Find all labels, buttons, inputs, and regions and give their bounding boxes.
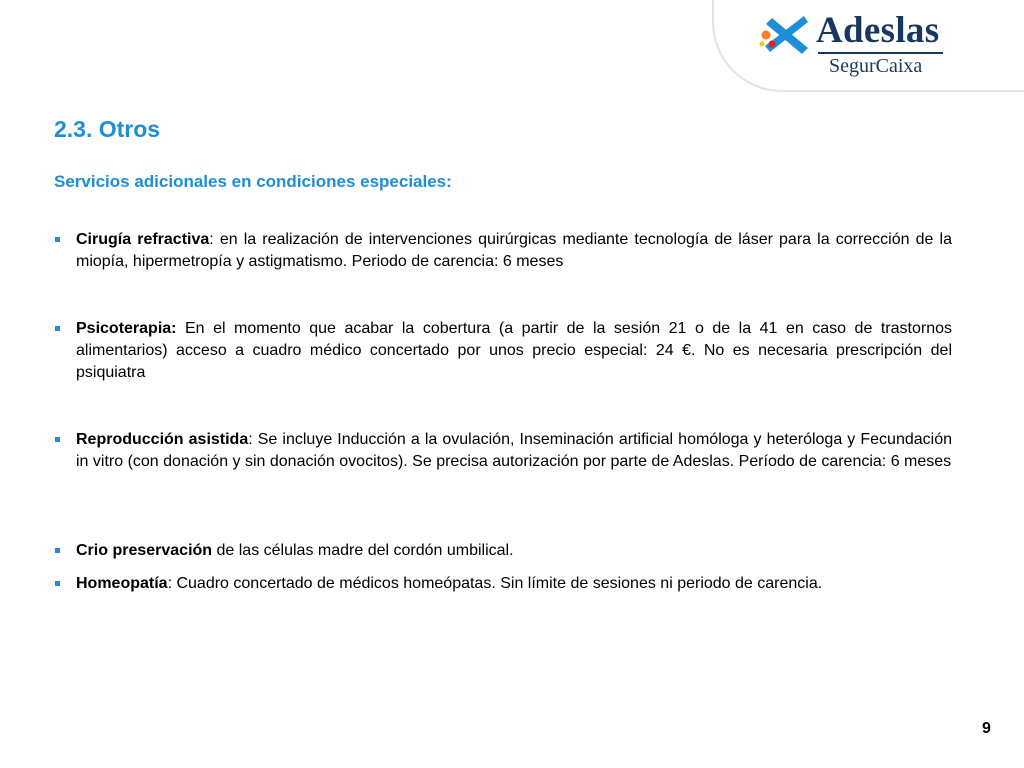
list-item-homeopatia bbox=[55, 573, 952, 595]
item-description: : Cuadro concertado de médicos homeópatas. Sin límite de sesiones ni periodo de carencia. bbox=[167, 575, 823, 592]
list-item-psicoterapia bbox=[55, 318, 952, 384]
item-text bbox=[76, 429, 952, 473]
list-item-reproduccion bbox=[55, 429, 952, 473]
bullet-icon bbox=[55, 437, 60, 442]
item-description: En el momento que acabar la cobertura (a partir de la sesión 21 o de la 41 en caso de trastornos alimentarios) acceso a cuadro médico concertado por unos precio especial: 24 €. No es necesaria prescripción del psiquiatra bbox=[76, 320, 952, 381]
item-text bbox=[76, 540, 952, 562]
item-term: Homeopatía bbox=[76, 575, 168, 592]
item-term: Reproducción asistida bbox=[76, 431, 249, 448]
item-description: de las células madre del cordón umbilical. bbox=[212, 542, 514, 559]
item-term: Crio preservación bbox=[76, 542, 213, 559]
item-term: Cirugía refractiva bbox=[76, 231, 210, 248]
item-term: Psicoterapia: bbox=[76, 320, 177, 337]
bullet-icon bbox=[55, 548, 60, 553]
bullet-icon bbox=[55, 326, 60, 331]
bullet-icon bbox=[55, 581, 60, 586]
adeslas-star-icon bbox=[758, 12, 810, 56]
list-item-crio bbox=[55, 540, 952, 562]
page-title: 2.3. Otros bbox=[54, 116, 161, 142]
item-description: : en la realización de intervenciones quirúrgicas mediante tecnología de láser para la corrección de la miopía, hipermetropía y astigmatismo. Periodo de carencia: 6 meses bbox=[76, 231, 953, 270]
item-description: : Se incluye Inducción a la ovulación, Inseminación artificial homóloga y heteróloga y Fecundación in vitro (con donación y sin donación ovocitos). Se precisa autorización por parte de Adeslas. Período de carencia: 6 meses bbox=[76, 431, 953, 470]
item-text bbox=[76, 573, 952, 595]
list-item-cirugia bbox=[55, 229, 952, 273]
bullet-icon bbox=[55, 237, 60, 242]
logo-brand-text: Adeslas bbox=[816, 10, 940, 51]
item-text bbox=[76, 318, 952, 384]
page-number: 9 bbox=[982, 720, 991, 737]
logo-sub-text: SegurCaixa bbox=[829, 55, 923, 77]
item-text bbox=[76, 229, 952, 273]
section-subtitle: Servicios adicionales en condiciones especiales: bbox=[54, 172, 452, 191]
